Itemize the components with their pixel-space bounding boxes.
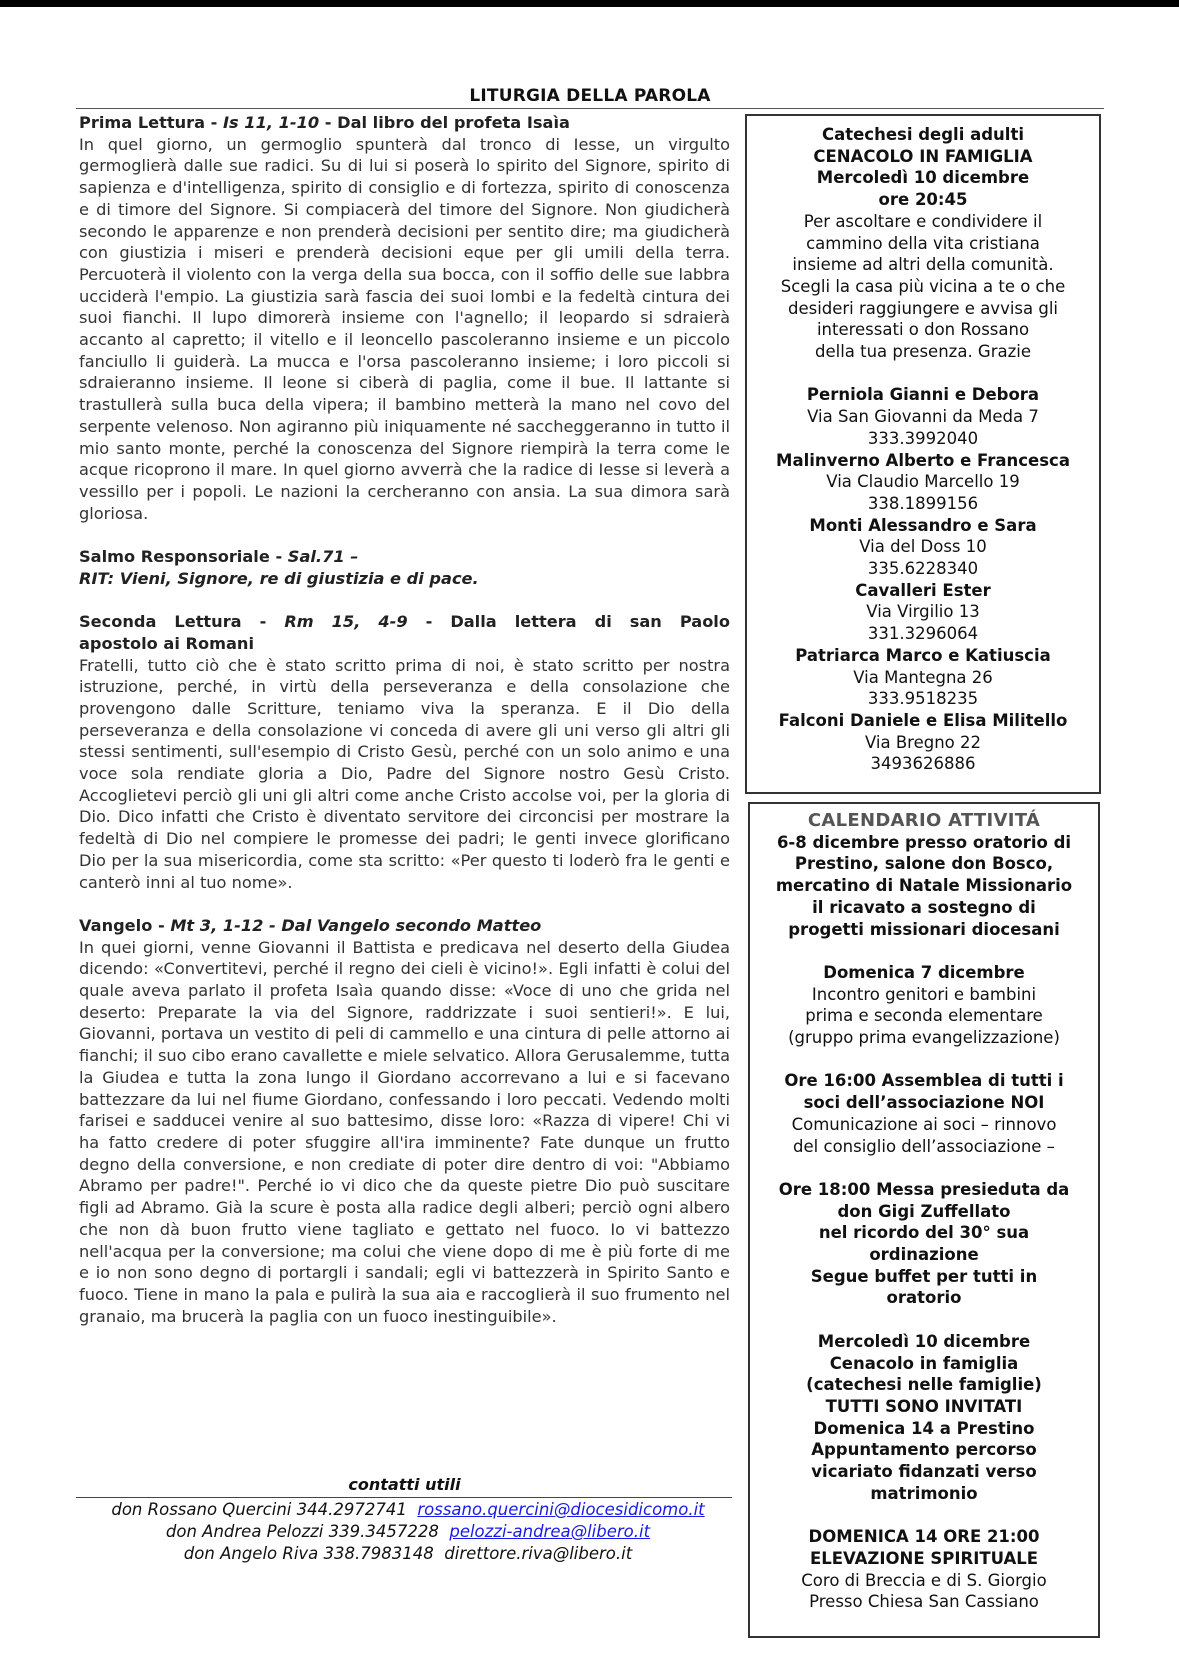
family-address: Via del Doss 10 — [859, 537, 987, 557]
contact-item — [72, 1499, 744, 1521]
second-reading-ref: Rm 15, 4-9 — [284, 612, 408, 632]
family-phone: 333.3992040 — [867, 428, 979, 448]
family-entry — [747, 384, 1099, 449]
family-phone: 3493626886 — [870, 754, 976, 774]
first-reading — [79, 112, 730, 524]
event-title: Ore 16:00 Assemblea di tutti i — [784, 1071, 1064, 1091]
cenacolo-date: Mercoledì 10 dicembre — [816, 168, 1030, 188]
cenacolo-heading: Catechesi degli adulti — [821, 125, 1025, 144]
family-address: Via San Giovanni da Meda 7 — [807, 407, 1039, 427]
calendar-box — [748, 802, 1100, 1638]
family-name: Monti Alessandro e Sara — [809, 515, 1037, 535]
cenacolo-time: ore 20:45 — [878, 190, 968, 210]
cenacolo-desc: insieme ad altri della comunità. — [792, 255, 1054, 275]
family-address: Via Bregno 22 — [864, 732, 982, 752]
family-address: Via Claudio Marcello 19 — [826, 472, 1020, 492]
first-reading-text: In quel giorno, un germoglio spunterà dal tronco di Iesse, un virgulto germoglierà dalle sue radici. Su di lui si poserà lo spirito del Signore, spirito di sapienza e d'intelligenza, spirito di consiglio e di fortezza, spirito di conoscenza e di timore del Signore. Si compiacerà del timore del Signore. Non giudicherà secondo le apparenze e non prenderà decisioni per sentito dire; ma giudicherà con giustizia i miseri e prenderà decisioni eque per gli umili della terra. Percuoterà il violento con la verga della sua bocca, con il soffio delle sue labbra ucciderà l'empio. La giustizia sarà fascia dei suoi lombi e la fedeltà cintura dei suoi fianchi. Il lupo dimorerà insieme con l'agnello; il leopardo si sdraierà accanto al capretto; il vitello e il leoncello pascoleranno insieme e un piccolo fanciullo li guiderà. La mucca e l'orsa pascoleranno insieme; i loro piccoli si sdraieranno insieme. Il leone si ciberà di paglia, come il bue. Il lattante si trastullerà sulla buca della vipera; il bambino metterà la mano nel covo del serpente velenoso. Non agiranno più iniquamente né saccheggeranno in tutto il mio santo monte, perché la conoscenza del Signore riempirà la terra come le acque ricoprono il mare. In quel giorno avverrà che la radice di Iesse si leverà a vessillo per i popoli. Le nazioni la cercheranno con ansia. La sua dimora sarà gloriosa. — [79, 134, 730, 523]
gospel-heading: Vangelo - Mt 3, 1-12 - Dal Vangelo secondo Matteo — [79, 915, 542, 935]
event-title: ELEVAZIONE SPIRITUALE — [809, 1548, 1039, 1568]
readings-column — [79, 112, 730, 1327]
contact-name: don Angelo Riva 338.7983148 — [183, 1544, 434, 1563]
gospel-ref: Mt 3, 1-12 - Dal Vangelo secondo Matteo — [170, 915, 542, 935]
cenacolo-heading: CENACOLO IN FAMIGLIA — [813, 146, 1033, 166]
second-reading-text: Fratelli, tutto ciò che è stato scritto prima di noi, è stato scritto per nostra istruzione, perché, in virtù della perseveranza e della consolazione che provengono dalle Scritture, teniamo viva la speranza. E il Dio della perseveranza e della consolazione vi conceda di avere gli uni verso gli altri gli stessi sentimenti, sull'esempio di Cristo Gesù, perché con un solo animo e una voce sola rendiate gloria a Dio, Padre del Signore nostro Gesù Cristo. Accoglietevi perciò gli uni gli altri come anche Cristo accolse voi, per la gloria di Dio. Dico infatti che Cristo è diventato servitore dei circoncisi per mostrare la fedeltà di Dio nel compiere le promesse dei padri; le genti invece glorificano Dio per la sua misericordia, come sta scritto: «Per questo ti loderò fra le genti e canterò inni al tuo nome». — [79, 655, 730, 892]
family-name: Malinverno Alberto e Francesca — [776, 450, 1070, 470]
family-entry — [747, 645, 1099, 710]
psalm-heading: Salmo Responsoriale - Sal.71 – — [79, 547, 359, 567]
second-reading-heading: Seconda Lettura - Rm 15, 4-9 - Dalla lettera di san Paolo — [79, 612, 730, 632]
family-name: Patriarca Marco e Katiuscia — [795, 645, 1051, 665]
event-title: DOMENICA 14 ORE 21:00 — [808, 1527, 1040, 1547]
family-phone: 331.3296064 — [867, 624, 979, 644]
first-reading-heading: Prima Lettura - Is 11, 1-10 - Dal libro del profeta Isaìa — [79, 113, 570, 132]
calendar-event: Ore 18:00 Messa presieduta da don Gigi Zuffellato nel ricordo del 30° sua ordinazione Segue buffet per tutti in oratorio — [778, 1179, 1070, 1308]
event-title: soci dell’associazione NOI — [803, 1093, 1045, 1113]
cenacolo-box — [745, 114, 1101, 794]
calendar-event: DOMENICA 14 ORE 21:00 ELEVAZIONE SPIRITUALE Coro di Breccia e di S. Giorgio Presso Chiesa San Cassiano — [750, 1526, 1098, 1613]
family-address: Via Virgilio 13 — [866, 602, 980, 622]
family-entry — [747, 580, 1099, 645]
contact-email-link[interactable]: pelozzi-andrea@libero.it — [449, 1522, 651, 1541]
contact-email: direttore.riva@libero.it — [444, 1544, 633, 1563]
family-entry — [747, 710, 1099, 775]
cenacolo-desc: desideri raggiungere e avvisa gli — [787, 298, 1059, 318]
family-phone: 335.6228340 — [867, 559, 979, 579]
contact-name: don Andrea Pelozzi 339.3457228 — [165, 1522, 439, 1541]
family-entry — [747, 450, 1099, 515]
second-reading — [79, 611, 730, 893]
event-title: Domenica 7 dicembre — [823, 962, 1025, 982]
contact-item — [72, 1521, 744, 1543]
contact-email-link[interactable]: rossano.quercini@diocesidicomo.it — [417, 1500, 705, 1519]
psalm — [79, 546, 730, 589]
contacts-list — [72, 1499, 744, 1565]
page-title: LITURGIA DELLA PAROLA — [469, 86, 711, 106]
gospel — [79, 915, 730, 1327]
family-name: Perniola Gianni e Debora — [806, 385, 1040, 405]
title-divider — [76, 108, 1104, 109]
cenacolo-desc: Per ascoltare e condividere il — [803, 211, 1043, 231]
family-address: Via Mantegna 26 — [853, 667, 993, 687]
cenacolo-desc: interessati o don Rossano — [816, 320, 1030, 340]
contact-item — [72, 1543, 744, 1565]
cenacolo-desc: cammino della vita cristiana — [806, 233, 1040, 253]
gospel-text: In quei giorni, venne Giovanni il Battista e predicava nel deserto della Giudea dicendo: «Convertitevi, perché il regno dei cieli è vicino!». Egli infatti è colui del quale aveva parlato il profeta Isaìa quando disse: «Voce di uno che grida nel deserto: Preparate la via del Signore, raddrizzate i suoi sentieri!». E lui, Giovanni, portava un vestito di peli di cammello e una cintura di pelle attorno ai fianchi; il suo cibo erano cavallette e miele selvatico. Allora Gerusalemme, tutta la Giudea e tutta la zona lungo il Giordano accorrevano a lui e si facevano battezzare da lui nel fiume Giordano, confessando i loro peccati. Vedendo molti farisei e sadducei venire al suo battesimo, disse loro: «Razza di vipere! Chi vi ha fatto credere di poter sfuggire all'ira imminente? Fate dunque un frutto degno della conversione, e non crediate di poter dire dentro di voi: "Abbiamo Abramo per padre!". Perché io vi dico che da queste pietre Dio può suscitare figli ad Abramo. Già la scure è posta alla radice degli alberi; perciò ogni albero che non dà buon frutto viene tagliato e gettato nel fuoco. Io vi battezzo nell'acqua per la conversione; ma colui che viene dopo di me è più forte di me e io non sono degno di portargli i sandali; egli vi battezzerà in Spirito Santo e fuoco. Tiene in mano la pala e pulirà la sua aia e raccoglierà il suo frumento nel granaio, ma brucerà la paglia con un fuoco inestinguibile». — [79, 937, 730, 1326]
cenacolo-desc: Scegli la casa più vicina a te o che — [780, 276, 1066, 296]
calendar-event: Ore 16:00 Assemblea di tutti i soci dell’associazione NOI Comunicazione ai soci – rinnovo del consiglio dell’associazione – — [750, 1070, 1098, 1157]
calendar-title: CALENDARIO ATTIVITÁ — [807, 810, 1041, 831]
psalm-refrain: RIT: Vieni, Signore, re di giustizia e di pace. — [79, 568, 479, 588]
family-phone: 338.1899156 — [867, 493, 979, 513]
first-reading-ref: Is 11, 1-10 — [223, 113, 320, 132]
second-reading-heading-cont: apostolo ai Romani — [79, 633, 254, 653]
calendar-event: 6-8 dicembre presso oratorio di Prestino, salone don Bosco, mercatino di Natale Missionario il ricavato a sostegno di progetti missionari diocesani — [775, 832, 1073, 939]
contacts-title: contatti utili — [348, 1475, 461, 1494]
family-phone: 333.9518235 — [867, 689, 979, 709]
family-name: Falconi Daniele e Elisa Militello — [778, 710, 1068, 730]
psalm-ref: Sal.71 – — [287, 547, 359, 567]
contact-name: don Rossano Quercini 344.2972741 — [111, 1500, 407, 1519]
calendar-event: Domenica 7 dicembre Incontro genitori e bambini prima e seconda elementare (gruppo prima evangelizzazione) — [750, 962, 1098, 1049]
cenacolo-desc: della tua presenza. Grazie — [814, 342, 1032, 362]
contacts-divider — [76, 1497, 732, 1498]
calendar-event: Mercoledì 10 dicembre Cenacolo in famiglia (catechesi nelle famiglie) TUTTI SONO INVITATI Domenica 14 a Prestino Appuntamento percorso vicariato fidanzati verso matrimonio — [806, 1331, 1042, 1503]
top-black-bar — [0, 0, 1179, 7]
family-entry — [747, 515, 1099, 580]
family-name: Cavalleri Ester — [855, 580, 991, 600]
